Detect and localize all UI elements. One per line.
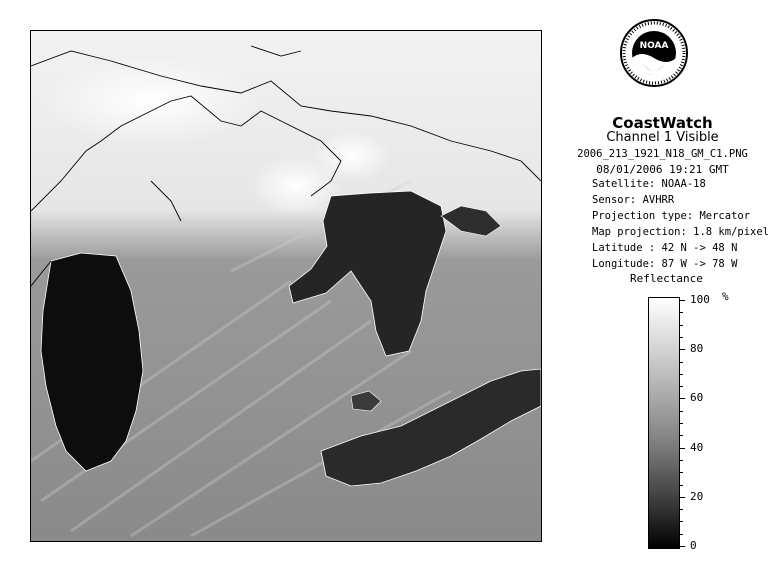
colorbar-minor-tick	[680, 460, 683, 461]
colorbar-tick-label: 80	[690, 342, 704, 356]
satellite-image	[30, 30, 542, 542]
colorbar-minor-tick	[680, 472, 683, 473]
colorbar-tick-label: 0	[690, 539, 697, 552]
colorbar-minor-tick	[680, 423, 683, 424]
colorbar-tick-mark	[680, 398, 685, 399]
colorbar-tick-mark	[680, 349, 685, 350]
colorbar-minor-tick	[680, 534, 683, 535]
colorbar-minor-tick	[680, 521, 683, 522]
filename-label: 2006_213_1921_N18_GM_C1.PNG	[577, 148, 748, 160]
colorbar-minor-tick	[680, 325, 683, 326]
meta-map-projection: Map projection: 1.8 km/pixel	[592, 226, 770, 238]
colorbar-minor-tick	[680, 362, 683, 363]
colorbar-title: Reflectance	[630, 272, 703, 285]
product-title: CoastWatch	[612, 114, 713, 132]
meta-satellite: Satellite: NOAA-18	[592, 178, 706, 190]
colorbar-tick-mark	[680, 497, 685, 498]
noaa-logo	[619, 18, 689, 88]
cloud-bright-2	[311, 131, 391, 181]
meta-sensor: Sensor: AVHRR	[592, 194, 675, 206]
colorbar-unit: %	[722, 290, 729, 303]
colorbar-minor-tick	[680, 337, 683, 338]
datetime-label: 08/01/2006 19:21 GMT	[596, 163, 729, 176]
colorbar-minor-tick	[680, 312, 683, 313]
channel-subtitle: Channel 1 Visible	[606, 130, 719, 145]
meta-longitude: Longitude: 87 W -> 78 W	[592, 258, 738, 270]
colorbar-tick-label: 60	[690, 391, 704, 405]
colorbar-tick-mark	[680, 448, 685, 449]
meta-projection-type: Projection type: Mercator	[592, 210, 751, 222]
colorbar-minor-tick	[680, 386, 683, 387]
colorbar-tick-label: 100	[690, 293, 710, 306]
cloud-bright-3	[41, 56, 261, 146]
colorbar-gradient	[648, 297, 680, 549]
colorbar-tick-mark	[680, 546, 685, 547]
colorbar-minor-tick	[680, 485, 683, 486]
colorbar-tick-mark	[680, 300, 685, 301]
colorbar-minor-tick	[680, 509, 683, 510]
colorbar-minor-tick	[680, 435, 683, 436]
colorbar-minor-tick	[680, 411, 683, 412]
meta-latitude: Latitude : 42 N -> 48 N	[592, 242, 738, 254]
great-lakes-map	[31, 31, 541, 541]
svg-text:NOAA: NOAA	[639, 41, 669, 51]
colorbar-tick-label: 40	[690, 440, 704, 454]
colorbar-minor-tick	[680, 374, 683, 375]
colorbar-tick-label: 20	[690, 489, 704, 503]
